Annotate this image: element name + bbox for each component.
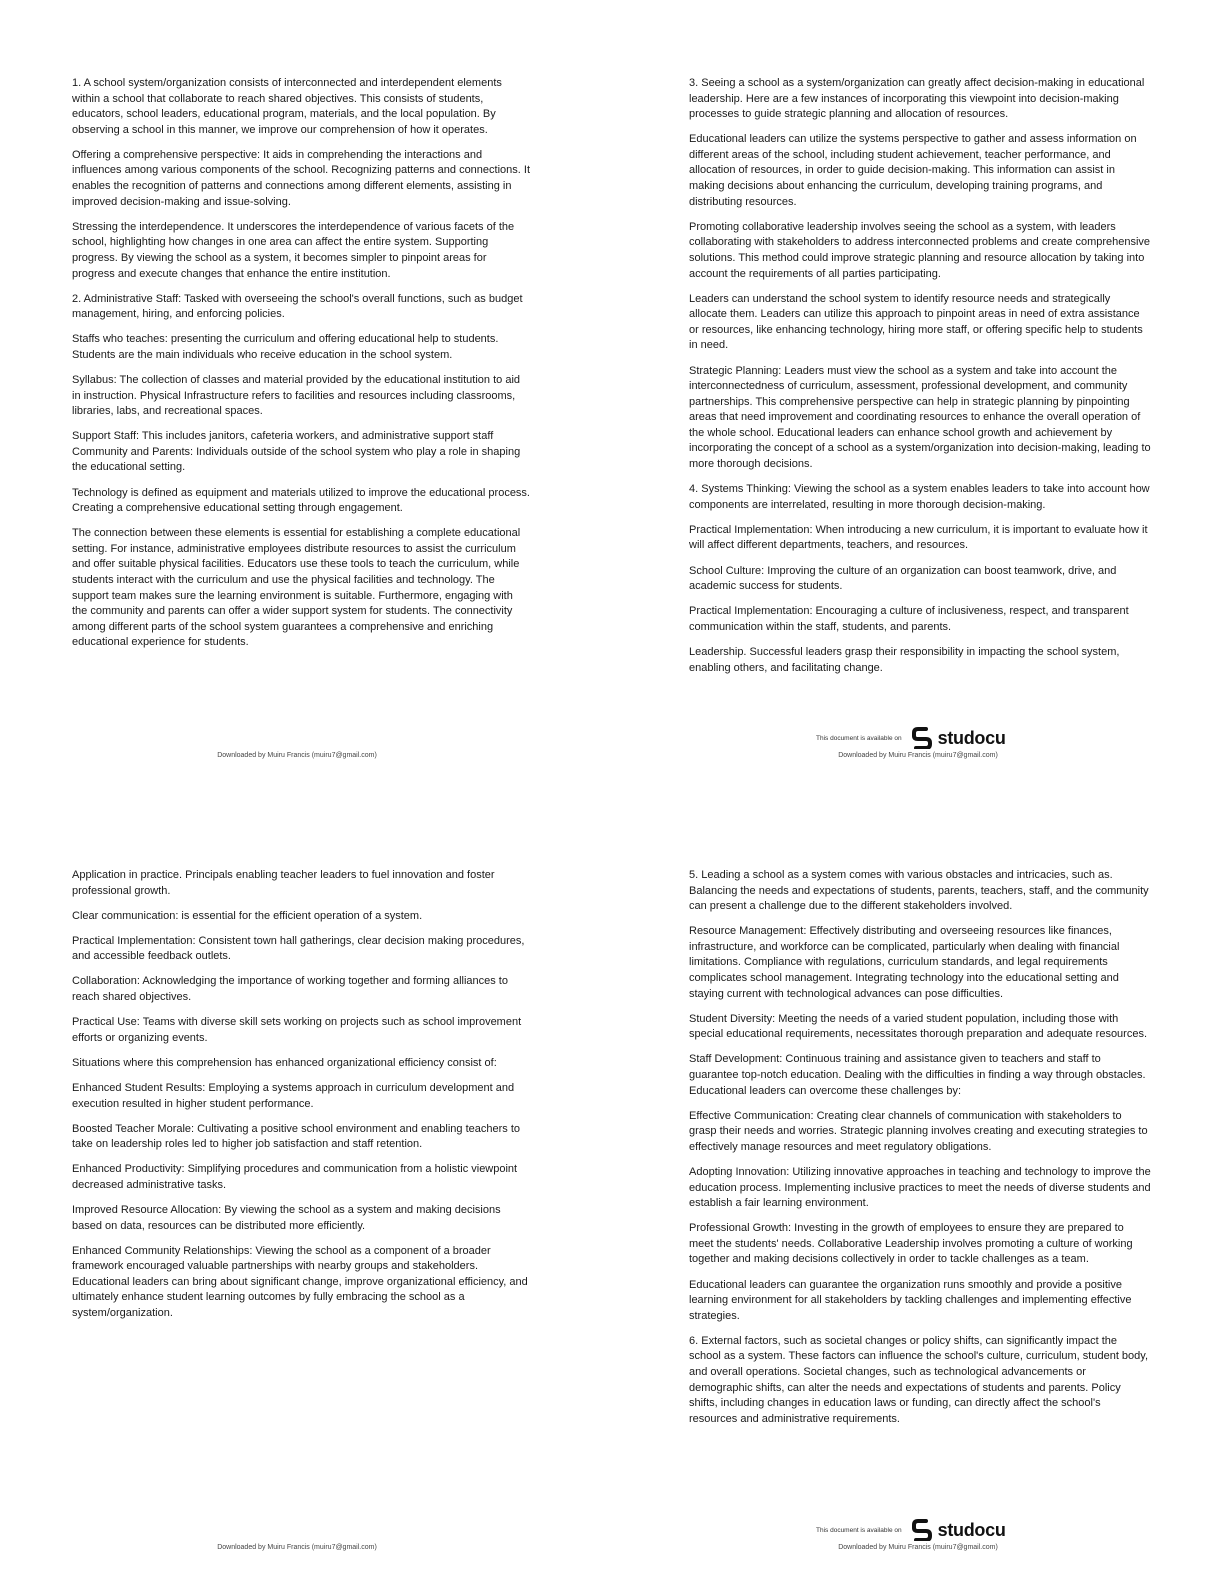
- paragraph: 4. Systems Thinking: Viewing the school as a system enables leaders to take into account how components are interrelated, resulting in more thorough decision-making.: [689, 483, 1150, 511]
- paragraph: Offering a comprehensive perspective: It aids in comprehending the interactions and influences among various components of the school. Recognizing patterns and connections. It enables the recognition of patterns and connections among different elements, assisting in improved decision-making and issue-solving.: [72, 148, 530, 208]
- page-2: [612, 0, 1224, 792]
- studocu-brand[interactable]: [816, 1519, 1006, 1541]
- paragraph: Clear communication: is essential for the efficient operation of a system.: [72, 909, 423, 922]
- paragraph: 1. A school system/organization consists of interconnected and interdependent elements within a school that collaborate to reach shared objectives. This consists of students, educators, school leaders, educational program, materials, and the local population. By observing a school in this manner, we improve our comprehension of how it operates.: [72, 77, 502, 136]
- paragraph: Practical Implementation: Consistent town hall gatherings, clear decision making procedures, and accessible feedback outlets.: [72, 934, 525, 963]
- paragraph: 6. External factors, such as societal changes or policy shifts, can significantly impact the school as a system. These factors can influence the school's culture, curriculum, student body, and overall operations. Societal changes, such as technological advancements or demographic shifts, can alter the needs and expectations of students and parents. Policy shifts, including changes in education laws or funding, can directly affect the school's resources and administrative requirements.: [689, 1334, 1149, 1425]
- paragraph: Leaders can understand the school system to identify resource needs and strategically allocate them. Leaders can utilize this approach to pinpoint areas in need of extra assistance or resources, like enhancing technology, hiring more staff, or offering specific help to students in need.: [689, 292, 1143, 352]
- page-3: [0, 792, 612, 1584]
- paragraph: Promoting collaborative leadership involves seeing the school as a system, with leaders collaborating with stakeholders to address interconnected problems and create comprehensive solutions. This method could improve strategic planning and resource allocation by taking into account the requirements of all parties participating.: [689, 220, 1151, 280]
- paragraph: Resource Management: Effectively distributing and overseeing resources like finances, infrastructure, and workforce can be complicated, particularly when dealing with financial limitations. Compliance with regulations, curriculum standards, and legal requirements complicates school management. Integrating technology into the educational setting and staying current with technological advances can pose difficulties.: [689, 925, 1120, 1000]
- paragraph: Staff Development: Continuous training and assistance given to teachers and staff to guarantee top-notch education. Dealing with the difficulties in finding a way through obstacles. Educational leaders can overcome these challenges by:: [689, 1053, 1146, 1097]
- studocu-logo-icon: [912, 1519, 932, 1541]
- paragraph: School Culture: Improving the culture of an organization can boost teamwork, drive, and academic success for students.: [689, 564, 1117, 593]
- paragraph: Support Staff: This includes janitors, cafeteria workers, and administrative support staff Community and Parents: Individuals outside of the school system who play a role in shaping the educational setting.: [72, 430, 521, 474]
- paragraph: Adopting Innovation: Utilizing innovative approaches in teaching and technology to improve the education process. Implementing inclusive practices to meet the needs of diverse students and establish a fair learning environment.: [689, 1166, 1151, 1210]
- paragraph: Improved Resource Allocation: By viewing the school as a system and making decisions based on data, resources can be distributed more efficiently.: [72, 1204, 501, 1232]
- page-3-body: [72, 868, 530, 1331]
- studocu-brand[interactable]: [816, 727, 1006, 749]
- paragraph: Stressing the interdependence. It underscores the interdependence of various facets of the school, highlighting how changes in one area can affect the entire system. Supporting progress. By viewing the school as a system, it becomes simpler to pinpoint areas for progress and execute changes that enhance the entire institution.: [72, 220, 515, 280]
- paragraph: Student Diversity: Meeting the needs of a varied student population, including those with special educational requirements, necessitates thorough preparation and adequate resources.: [689, 1012, 1148, 1041]
- page-4-body: [689, 868, 1151, 1437]
- brand-note: This document is available on: [816, 1526, 902, 1534]
- paragraph: Practical Implementation: Encouraging a culture of inclusiveness, respect, and transparent communication within the staff, students, and parents.: [689, 605, 1129, 633]
- download-footer: Downloaded by Muiru Francis (muiru7@gmail.com): [217, 752, 377, 759]
- page-1: [0, 0, 612, 792]
- paragraph: Enhanced Student Results: Employing a systems approach in curriculum development and execution resulted in higher student performance.: [72, 1081, 515, 1110]
- paragraph: Boosted Teacher Morale: Cultivating a positive school environment and enabling teachers to take on leadership roles led to higher job satisfaction and staff retention.: [72, 1122, 521, 1151]
- paragraph: 2. Administrative Staff: Tasked with overseeing the school's overall functions, such as budget management, hiring, and enforcing policies.: [72, 292, 523, 321]
- paragraph: Effective Communication: Creating clear channels of communication with stakeholders to grasp their needs and worries. Strategic planning involves creating and executing strategies to effectively manage resources and meet regulatory obligations.: [689, 1109, 1148, 1153]
- paragraph: Enhanced Productivity: Simplifying procedures and communication from a holistic viewpoint decreased administrative tasks.: [72, 1163, 518, 1191]
- paragraph: Practical Use: Teams with diverse skill sets working on projects such as school improvement efforts or organizing events.: [72, 1016, 522, 1044]
- paragraph: Staffs who teaches: presenting the curriculum and offering educational help to students. Students are the main individuals who receive education in the school system.: [72, 333, 499, 361]
- brand-note: This document is available on: [816, 734, 902, 742]
- paragraph: 5. Leading a school as a system comes with various obstacles and intricacies, such as. Balancing the needs and expectations of students, parents, teachers, staff, and the community can present a challenge due to the different stakeholders involved.: [689, 869, 1149, 913]
- download-footer: Downloaded by Muiru Francis (muiru7@gmail.com): [838, 1544, 998, 1551]
- paragraph: Enhanced Community Relationships: Viewing the school as a component of a broader framework encouraged valuable partnerships with nearby groups and stakeholders. Educational leaders can bring about significant change, improve organizational efficiency, and ultimately enhance student learning outcomes by fully embracing the school as a system/organization.: [72, 1244, 528, 1320]
- brand-name: studocu: [937, 727, 1006, 748]
- paragraph: 3. Seeing a school as a system/organization can greatly affect decision-making in educational leadership. Here are a few instances of incorporating this viewpoint into decision-making processes to guide strategic planning and allocation of resources.: [689, 77, 1145, 121]
- studocu-logo-icon: [912, 727, 932, 749]
- paragraph: Collaboration: Acknowledging the importance of working together and forming alliances to reach shared objectives.: [72, 975, 508, 1004]
- paragraph: Technology is defined as equipment and materials utilized to improve the educational process. Creating a comprehensive educational setting through engagement.: [72, 486, 530, 515]
- paragraph: The connection between these elements is essential for establishing a complete educational setting. For instance, administrative employees distribute resources to assist the curriculum and offer suitable physical facilities. Educators use these tools to teach the curriculum, while students interact with the curriculum and use the physical facilities and technology. The support team makes sure the learning environment is suitable. Furthermore, engaging with the community and parents can offer a wider support system for students. The connectivity among different parts of the school system guarantees a comprehensive and enriching educational experience for students.: [72, 527, 521, 649]
- paragraph: Leadership. Successful leaders grasp their responsibility in impacting the school system, enabling others, and facilitating change.: [689, 645, 1120, 674]
- page-1-body: [72, 76, 530, 661]
- paragraph: Application in practice. Principals enabling teacher leaders to fuel innovation and foster professional growth.: [72, 869, 495, 897]
- paragraph: Practical Implementation: When introducing a new curriculum, it is important to evaluate how it will affect different departments, teachers, and resources.: [689, 523, 1148, 552]
- brand-name: studocu: [937, 1519, 1006, 1540]
- paragraph: Educational leaders can guarantee the organization runs smoothly and provide a positive learning environment for all stakeholders by tackling challenges and implementing effective strategies.: [689, 1278, 1132, 1322]
- page-2-body: [689, 76, 1151, 686]
- paragraph: Syllabus: The collection of classes and material provided by the educational institution to aid in instruction. Physical Infrastructure refers to facilities and resources including classrooms, libraries, labs, and recreational spaces.: [72, 374, 521, 418]
- paragraph: Strategic Planning: Leaders must view the school as a system and take into account the interconnectedness of curriculum, assessment, professional development, and community partnerships. This comprehensive perspective can help in strategic planning by pinpointing areas that need improvement and coordinating resources to enhance the overall operation of the whole school. Educational leaders can enhance school growth and achievement by incorporating the concept of a school as a system/organization into decision-making, leading to more thorough decisions.: [689, 364, 1151, 471]
- paragraph: Professional Growth: Investing in the growth of employees to ensure they are prepared to meet the students' needs. Collaborative Leadership involves promoting a culture of working together and making decisions collectively in order to tackle challenges as a team.: [689, 1222, 1133, 1266]
- paragraph: Educational leaders can utilize the systems perspective to gather and assess information on different areas of the school, including student achievement, teacher performance, and allocation of resources, in order to guide decision-making. This information can assist in making decisions about enhancing the curriculum, developing training programs, and distributing resources.: [689, 133, 1137, 208]
- paragraph: Situations where this comprehension has enhanced organizational efficiency consist of:: [72, 1056, 497, 1069]
- page-4: [612, 792, 1224, 1584]
- download-footer: Downloaded by Muiru Francis (muiru7@gmail.com): [838, 752, 998, 759]
- download-footer: Downloaded by Muiru Francis (muiru7@gmail.com): [217, 1544, 377, 1551]
